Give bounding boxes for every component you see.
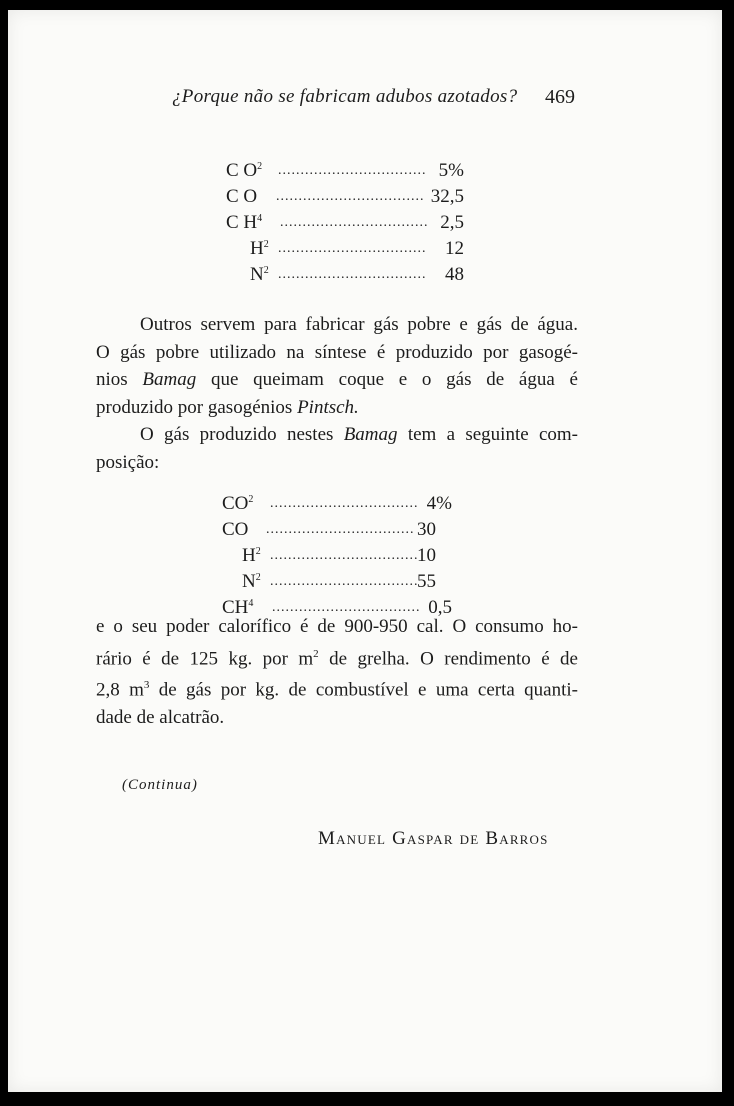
- leader-dots: .................................: [272, 600, 421, 615]
- leader-dots: .................................: [270, 574, 419, 589]
- formula: CO: [222, 519, 249, 540]
- leader-dots: .................................: [276, 189, 425, 204]
- page-header: [8, 86, 722, 116]
- leader-dots: .................................: [270, 548, 419, 563]
- leader-dots: .................................: [278, 163, 427, 178]
- formula: $N^2$: [250, 264, 269, 285]
- text-line: dade de alcatrão.: [96, 707, 225, 729]
- leader-dots: .................................: [278, 267, 427, 282]
- text-line: Outros servem para fabricar gás pobre e gás de água.: [140, 314, 578, 335]
- table-value: 5%: [438, 160, 464, 181]
- page-number: 469: [545, 86, 575, 108]
- formula: $N^2$: [242, 571, 261, 592]
- leader-dots: .................................: [280, 215, 429, 230]
- table-value: 12: [445, 238, 464, 259]
- text-line: e o seu poder calorífico é de 900-950 cal. O consumo ho-: [96, 616, 578, 637]
- formula: $H^2$: [250, 238, 269, 259]
- table-value: 0,5: [428, 597, 452, 618]
- text-line: posição:: [96, 451, 160, 473]
- table-value: 48: [445, 264, 464, 285]
- text-line: O gás produzido nestes Bamag tem a seguinte com-: [140, 424, 578, 445]
- leader-dots: .................................: [266, 522, 415, 537]
- text-line: produzido por gasogénios Pintsch.: [96, 396, 359, 418]
- leader-dots: .................................: [270, 496, 419, 511]
- document-page: [8, 10, 722, 1092]
- table-value: 30: [417, 519, 436, 540]
- formula: C $O^2$: [226, 160, 263, 181]
- formula: $H^2$: [242, 545, 261, 566]
- paragraph-1: [96, 311, 578, 476]
- text-line: 2,8 $m^3$ de gás por kg. de combustível e uma certa quanti-: [96, 679, 578, 701]
- table-value: 4%: [426, 493, 452, 514]
- running-title: ¿Porque não se fabricam adubos azotados?: [172, 86, 518, 107]
- text-line: nios Bamag que queimam coque e o gás de água é: [96, 369, 578, 390]
- formula: $CH^4$: [222, 597, 254, 618]
- formula: $CO^2$: [222, 493, 254, 514]
- paragraph-2: [96, 613, 578, 732]
- formula: C O: [226, 186, 258, 207]
- text-line: rário é de 125 kg. por $m^2$ de grelha. O rendimento é de: [96, 647, 578, 669]
- table-value: 55: [417, 571, 436, 592]
- table-value: 32,5: [430, 186, 464, 207]
- text-line: O gás pobre utilizado na síntese é produzido por gasogé-: [96, 341, 578, 363]
- continua-note: (Continua): [122, 777, 198, 793]
- table-value: 10: [417, 545, 436, 566]
- author-signature: Manuel Gaspar de Barros: [318, 828, 549, 849]
- table-value: 2,5: [440, 212, 464, 233]
- formula: C $H^4$: [226, 212, 263, 233]
- leader-dots: .................................: [278, 241, 427, 256]
